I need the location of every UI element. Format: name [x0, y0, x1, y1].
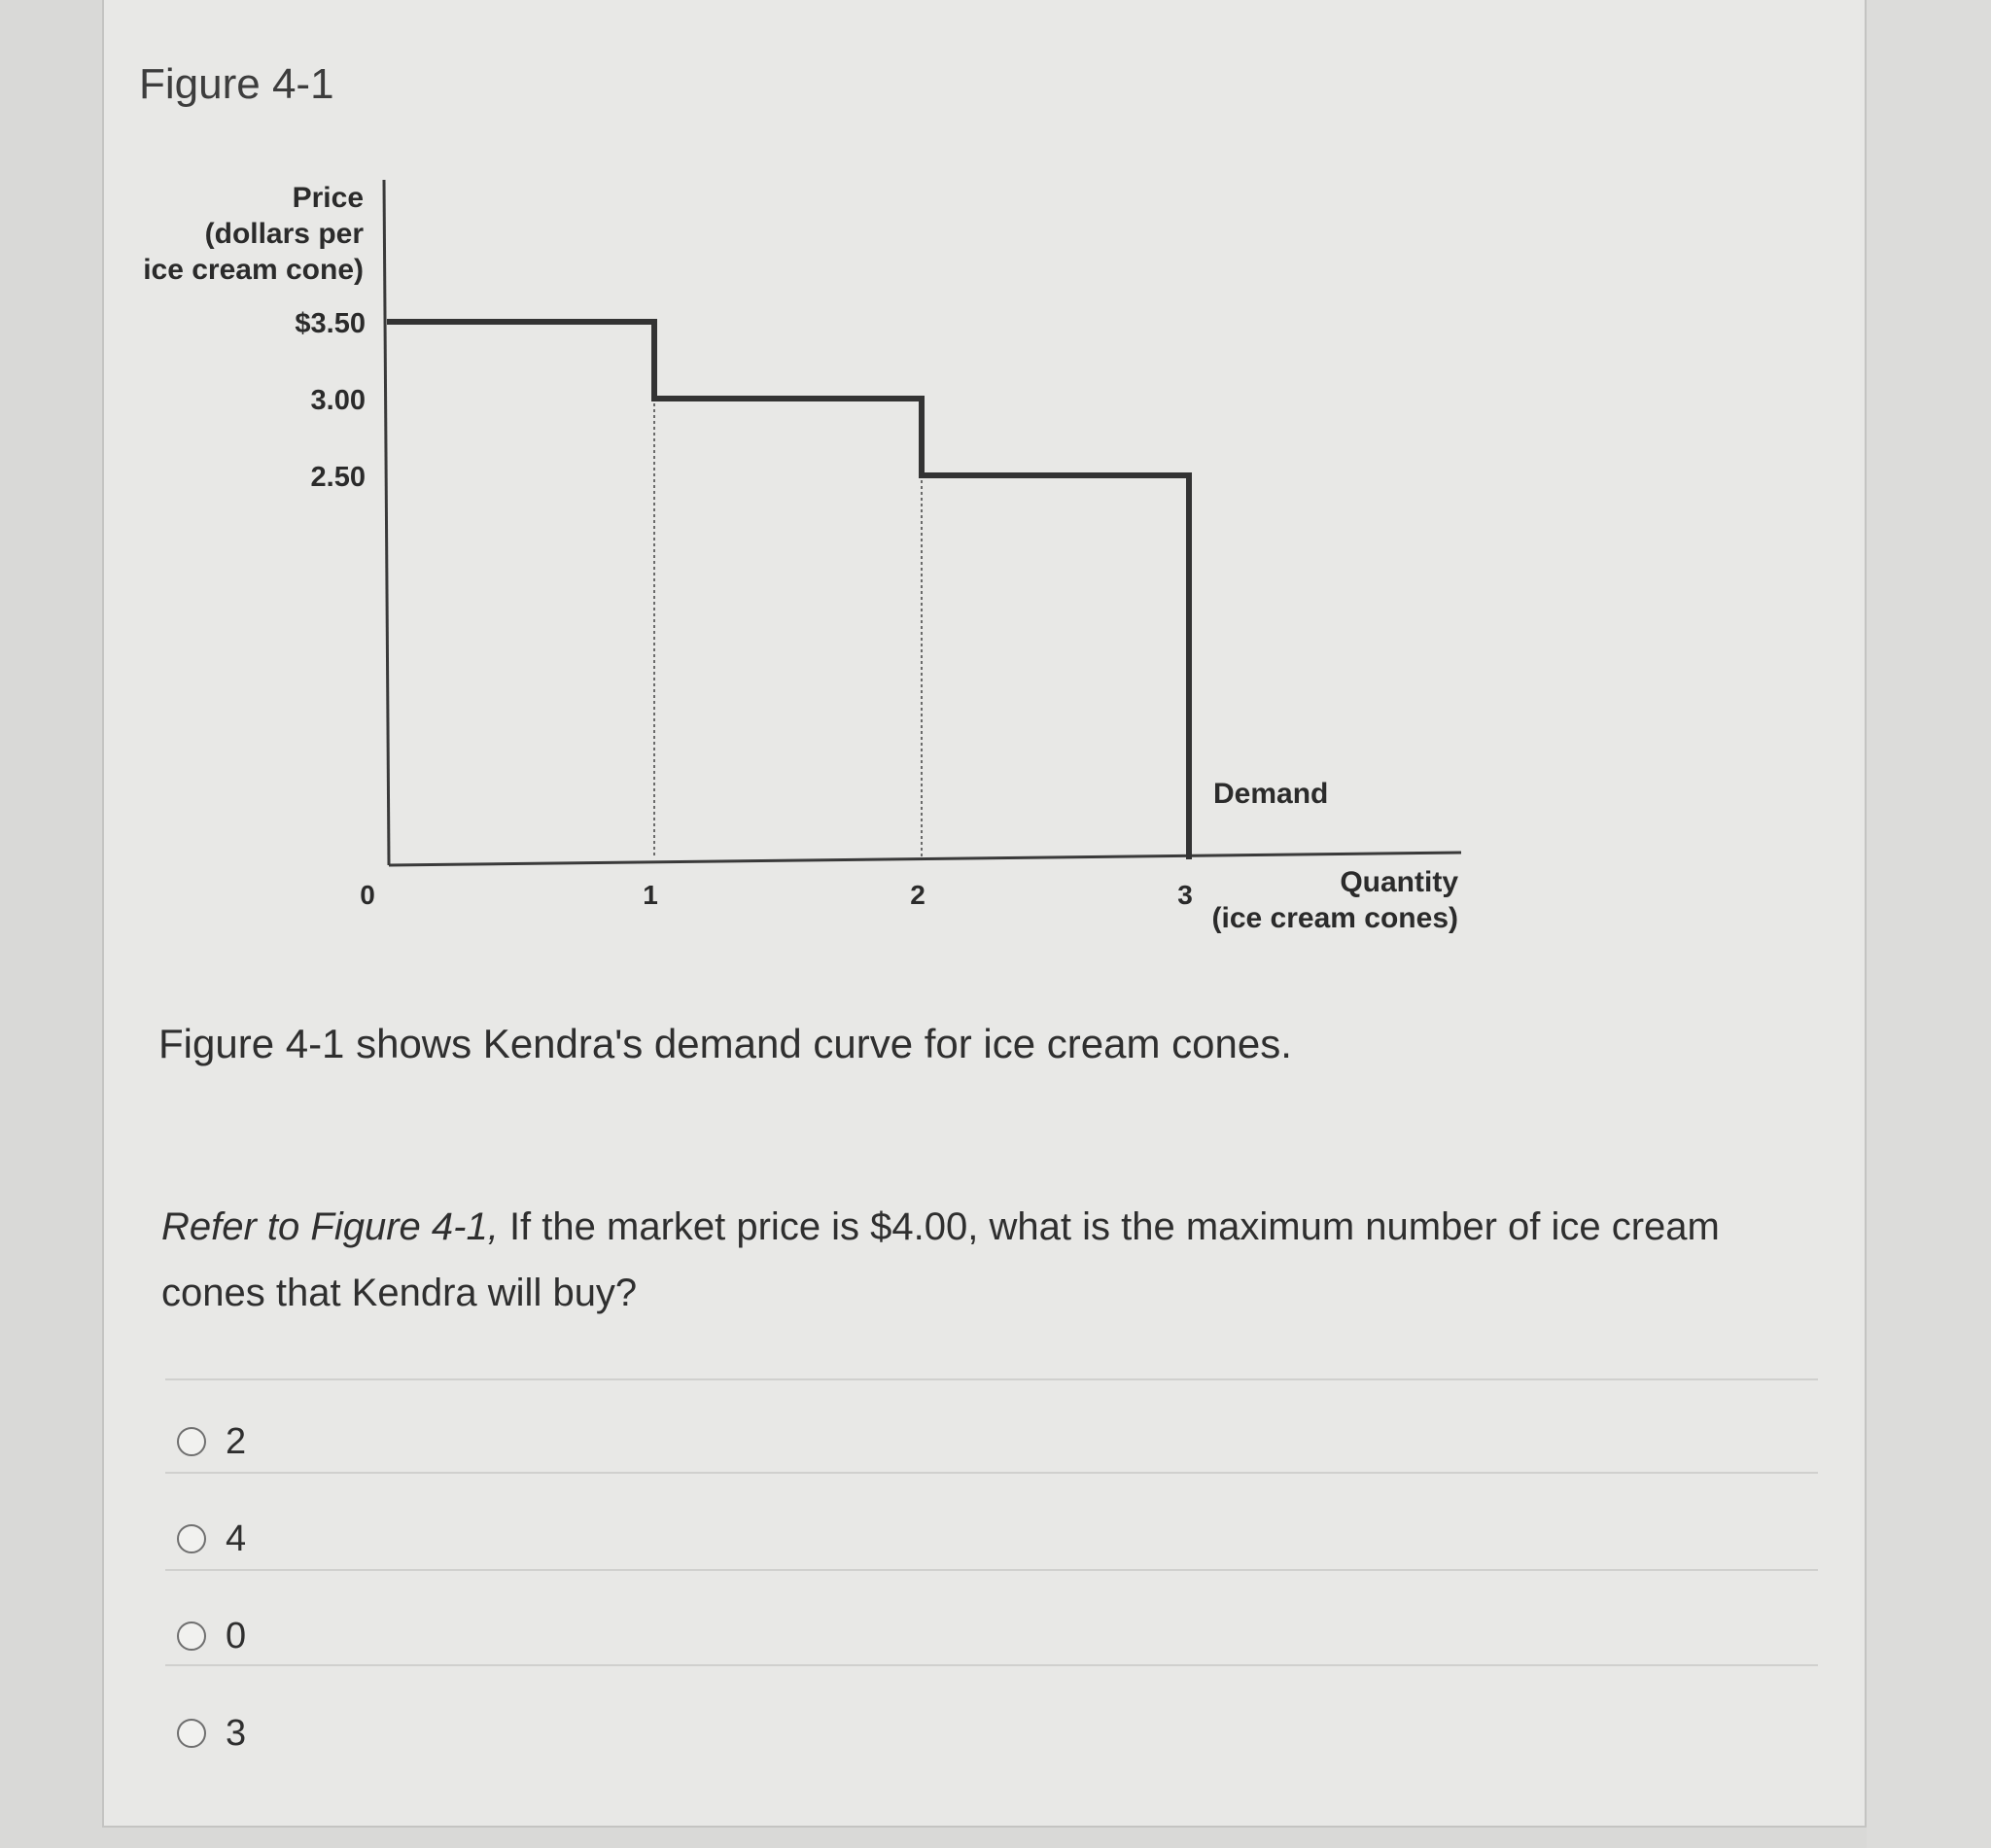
figure-title: Figure 4-1	[139, 60, 334, 108]
divider	[165, 1378, 1818, 1380]
question-ref: Refer to Figure 4-1,	[161, 1205, 499, 1248]
x-tick-label: 3	[1177, 880, 1193, 910]
y-tick-label: 2.50	[310, 462, 366, 493]
x-tick-label: 0	[360, 880, 375, 910]
x-tick-label: 2	[910, 880, 926, 910]
option-label: 0	[226, 1615, 247, 1656]
x-tick-label: 1	[643, 880, 658, 910]
divider	[165, 1472, 1818, 1474]
y-axis-line	[384, 180, 389, 865]
divider	[165, 1569, 1818, 1571]
y-axis-label-line: (dollars per	[204, 218, 364, 250]
y-tick-label: 3.00	[310, 385, 366, 416]
radio-button[interactable]	[177, 1524, 206, 1553]
x-axis-label-line: (ice cream cones)	[1211, 902, 1458, 934]
answer-option-0[interactable]	[177, 1612, 246, 1660]
answer-option-2[interactable]	[177, 1417, 246, 1466]
x-axis-label-line: Quantity	[1340, 866, 1458, 898]
x-axis-label	[1212, 866, 1459, 934]
radio-button[interactable]	[177, 1719, 206, 1748]
y-tick-labels	[295, 308, 366, 493]
divider	[165, 1664, 1818, 1666]
demand-curve	[387, 322, 1189, 859]
option-label: 4	[226, 1517, 247, 1559]
option-label: 2	[226, 1420, 247, 1462]
radio-button[interactable]	[177, 1621, 206, 1651]
y-axis-label	[143, 182, 364, 286]
answer-option-3[interactable]	[177, 1709, 246, 1758]
x-axis-line	[389, 853, 1461, 865]
question-body: If the market price is $4.00, what is the maximum number of ice cream cones that Kendra will buy?	[161, 1205, 1720, 1314]
question-text	[161, 1194, 1775, 1326]
figure-caption: Figure 4-1 shows Kendra's demand curve for ice cream cones.	[158, 1021, 1292, 1066]
series-label-demand: Demand	[1213, 778, 1329, 810]
radio-button[interactable]	[177, 1427, 206, 1456]
answer-option-4[interactable]	[177, 1515, 246, 1563]
y-axis-label-line: Price	[292, 182, 364, 214]
dashed-guides	[654, 322, 922, 857]
option-label: 3	[226, 1712, 247, 1754]
y-axis-label-line: ice cream cone)	[143, 254, 364, 286]
y-tick-label: $3.50	[295, 308, 366, 339]
x-tick-labels	[360, 880, 1193, 910]
